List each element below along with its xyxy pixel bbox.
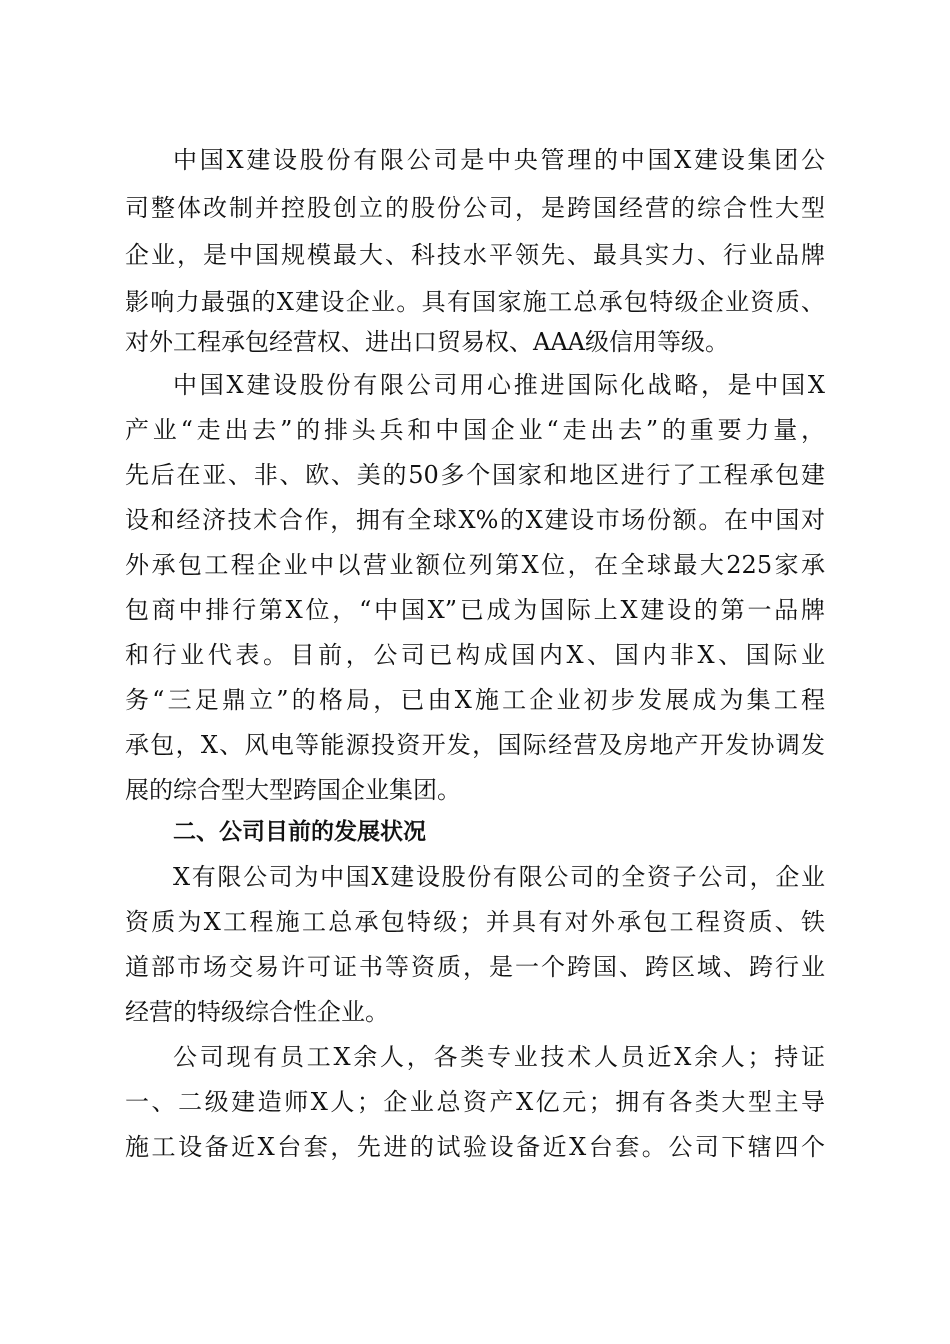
text-line: X有限公司为中国X建设股份有限公司的全资子公司，企业 <box>173 863 825 891</box>
text-line: 务“三足鼎立”的格局，已由X施工企业初步发展成为集工程 <box>125 686 825 714</box>
text-line: 展的综合型大型跨国企业集团。 <box>125 776 461 804</box>
text-line: 经营的特级综合性企业。 <box>125 998 389 1026</box>
text-line: 产业“走出去”的排头兵和中国企业“走出去”的重要力量， <box>125 416 825 444</box>
text-line: 资质为X工程施工总承包特级；并具有对外承包工程资质、铁 <box>125 908 825 936</box>
text-line: 包商中排行第X位，“中国X”已成为国际上X建设的第一品牌 <box>125 596 825 624</box>
text-line: 司整体改制并控股创立的股份公司，是跨国经营的综合性大型 <box>125 194 825 222</box>
text-line: 一、二级建造师X人；企业总资产X亿元；拥有各类大型主导 <box>125 1088 825 1116</box>
text-line: 中国X建设股份有限公司是中央管理的中国X建设集团公 <box>173 146 825 174</box>
text-line: 影响力最强的X建设企业。具有国家施工总承包特级企业资质、 <box>125 288 825 316</box>
text-line: 和行业代表。目前，公司已构成国内X、国内非X、国际业 <box>125 641 825 669</box>
text-line: 对外工程承包经营权、进出口贸易权、AAA级信用等级。 <box>125 328 729 356</box>
text-line: 公司现有员工X余人，各类专业技术人员近X余人；持证 <box>173 1043 825 1071</box>
text-line: 施工设备近X台套，先进的试验设备近X台套。公司下辖四个 <box>125 1133 825 1161</box>
section-heading: 二、公司目前的发展状况 <box>173 819 426 845</box>
text-line: 外承包工程企业中以营业额位列第X位，在全球最大225家承 <box>125 551 825 579</box>
text-line: 设和经济技术合作，拥有全球X%的X建设市场份额。在中国对 <box>125 506 825 534</box>
text-line: 承包，X、风电等能源投资开发，国际经营及房地产开发协调发 <box>125 731 825 759</box>
text-line: 中国X建设股份有限公司用心推进国际化战略，是中国X <box>173 371 825 399</box>
text-line: 道部市场交易许可证书等资质，是一个跨国、跨区域、跨行业 <box>125 953 825 981</box>
text-line: 企业，是中国规模最大、科技水平领先、最具实力、行业品牌 <box>125 241 825 269</box>
text-line: 先后在亚、非、欧、美的50多个国家和地区进行了工程承包建 <box>125 461 825 489</box>
